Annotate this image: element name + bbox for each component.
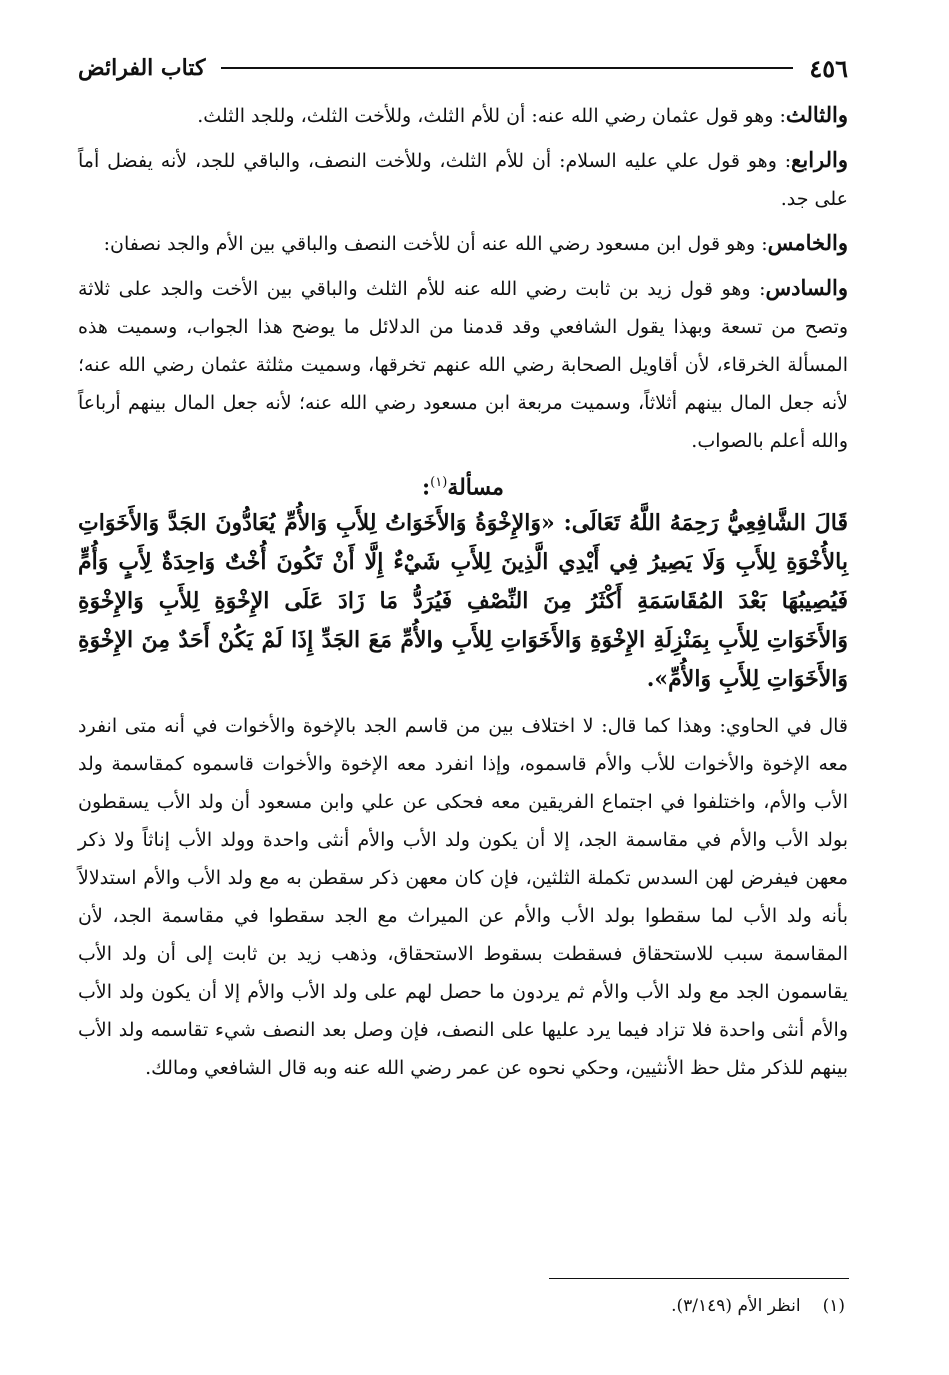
section-heading-text: مسألة — [447, 474, 504, 501]
section-heading-colon: : — [422, 474, 431, 501]
opinion-sixth — [78, 269, 848, 460]
opinion-fourth — [78, 141, 848, 218]
page-number: ٤٥٦ — [809, 53, 848, 83]
footnote-marker: (١) — [430, 475, 448, 490]
opinion-third — [78, 96, 848, 135]
matn-text: قَالَ الشَّافِعِيُّ رَحِمَهُ اللَّهُ تَعَالَى: «وَالإِخْوَةُ وَالأَخَوَاتُ لِلأَبِ وَالأُمِّ يُعَادُّونَ الجَدَّ وَالأَخَوَاتِ بِالأُخْوَةِ لِلأَبِ وَلَا يَصِيرُ فِي أَيْدِي الَّذِينَ لِلأَبِ شَيْءٌ إِلَّا أَنْ تَكُونَ أُخْتٌ وَاحِدَةٌ لِأَبٍ وَأُمٍّ فَيُصِيبُهَا بَعْدَ المُقَاسَمَةِ أَكْثَرُ مِنَ النِّصْفِ فَيُرَدُّ مَا زَادَ عَلَى الإِخْوَةِ لِلأَبِ وَالإِخْوَةِ وَالأَخَوَاتِ لِلأَبِ بِمَنْزِلَةِ الإِخْوَةِ وَالأَخَوَاتِ لِلأَبِ والأُمِّ مَعَ الجَدِّ إِذَا لَمْ يَكُنْ أَحَدٌ مِنَ الإِخْوَةِ وَالأَخَوَاتِ لِلأَبِ وَالأُمِّ». — [78, 510, 848, 693]
opinion-fifth — [78, 224, 848, 263]
opinion-lead: والرابع — [791, 147, 848, 172]
opinion-text: : وهو قول ابن مسعود رضي الله عنه أن للأخت النصف والباقي بين الأم والجد نصفان: — [103, 233, 768, 255]
footnote — [671, 1292, 845, 1320]
header-rule — [221, 67, 793, 69]
commentary-text: قال في الحاوي: وهذا كما قال: لا اختلاف بين من قاسم الجد بالإخوة والأخوات في أنه متى انفرد معه الإخوة والأخوات للأب والأم قاسموه، وإذا انفرد معه الإخوة والأخوات قاسموه كمقاسمة ولد الأب والأم، واختلفوا في اجتماع الفريقين معه فحكى عن علي وابن مسعود أن ولد الأب يسقطون بولد الأب والأم في مقاسمة الجد، إلا أن يكون ولد الأب والأم أنثى واحدة وولد الأب إناثاً ولا ذكر معهن فيفرض لهن السدس تكملة الثلثين، فإن كان معهن ذكر سقطن به مع ولد الأب والأم استدلالاً بأنه ولد الأب لما سقطوا بولد الأب والأم عن الميراث مع الجد سقطوا في مقاسمة الجد، لأن المقاسمة سبب للاستحقاق فسقطت بسقوط الاستحقاق، وذهب زيد بن ثابت إلى أن ولد الأب يقاسمون الجد مع ولد الأب والأم ثم يردون ما حصل لهم على ولد الأب والأم إلا أن يكون ولد الأب والأم أنثى واحدة فلا تزاد فيما يرد عليها على النصف، فإن وصل بعد النصف شيء تقاسمه ولد الأب بينهم للذكر مثل حظ الأنثيين، وحكي نحوه عن عمر رضي الله عنه وبه قال الشافعي ومالك. — [78, 715, 848, 1080]
page-header — [78, 50, 848, 86]
footnote-rule — [549, 1278, 849, 1279]
footnote-text: انظر الأم (٣/١٤٩). — [671, 1296, 801, 1316]
section-heading — [78, 466, 848, 504]
opinion-text: : وهو قول عثمان رضي الله عنه: أن للأم الثلث، وللأخت الثلث، وللجد الثلث. — [197, 105, 786, 127]
footnote-number: (١) — [822, 1296, 845, 1316]
opinion-lead: والثالث — [785, 102, 848, 127]
running-title: كتاب الفرائض — [78, 55, 206, 81]
book-page — [78, 50, 848, 1087]
opinion-lead: والخامس — [767, 230, 848, 255]
opinion-text: : وهو قول علي عليه السلام: أن للأم الثلث، وللأخت النصف، والباقي للجد، لأنه يفضل أماً على جد. — [78, 150, 848, 210]
opinion-text: : وهو قول زيد بن ثابت رضي الله عنه للأم الثلث والباقي بين الأخت والجد على ثلاثة وتصح من تسعة وبهذا يقول الشافعي وقد قدمنا من الدلائل ما يوضح هذا الجواب، وسميت هذه المسألة الخرقاء، لأن أقاويل الصحابة رضي الله عنهم تخرقها، وسميت مثلثة عثمان رضي الله عنه؛ لأنه جعل المال بينهم أثلاثاً، وسميت مربعة ابن مسعود رضي الله عنه؛ لأنه جعل المال بينهم أرباعاً والله أعلم بالصواب. — [78, 278, 848, 452]
opinion-lead: والسادس — [765, 275, 848, 300]
